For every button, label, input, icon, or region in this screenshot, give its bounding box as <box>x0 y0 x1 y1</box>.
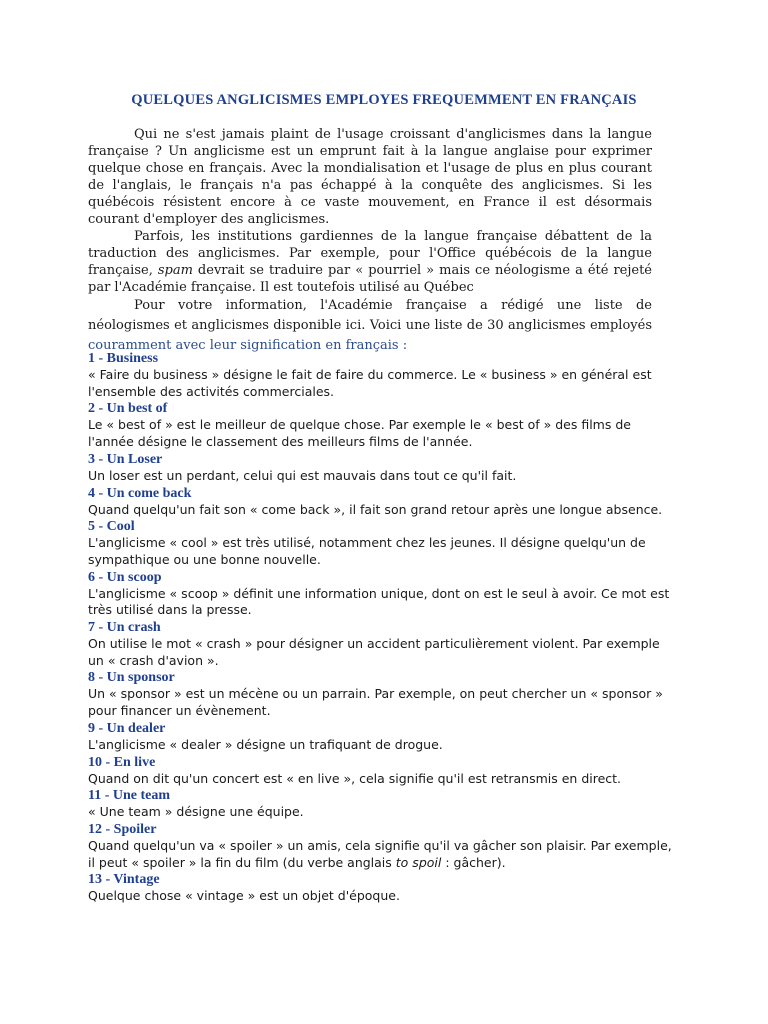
entry-definition: Un « sponsor » est un mécène ou un parrain. Par exemple, on peut chercher un « sponsor » pour financer un évènement. <box>88 686 663 719</box>
entry-definition: Quelque chose « vintage » est un objet d'époque. <box>88 888 400 904</box>
document-title: QUELQUES ANGLICISMES EMPLOYES FREQUEMMENT EN FRANÇAIS <box>131 92 637 108</box>
list-item <box>88 787 678 821</box>
list-item <box>88 821 678 871</box>
entry-title: 11 - Une team <box>88 788 171 804</box>
list-item <box>88 720 678 754</box>
anglicisms-list <box>88 350 678 905</box>
list-item <box>88 871 678 905</box>
list-item <box>88 451 678 485</box>
entry-definition-text: Quand quelqu'un va « spoiler » un amis, cela signifie qu'il va gâcher son plaisir. Par exemple, il peut « spoiler » la fin du film (du verbe anglais <box>88 837 672 870</box>
to-spoil-italic: to spoil <box>395 854 442 870</box>
entry-title: 1 - Business <box>88 351 159 366</box>
entry-title: 8 - Un sponsor <box>88 670 175 686</box>
entry-definition: Un loser est un perdant, celui qui est mauvais dans tout ce qu'il fait. <box>88 467 517 483</box>
list-item <box>88 669 678 719</box>
entry-title: 6 - Un scoop <box>88 569 162 585</box>
spam-italic-word: spam <box>157 263 193 278</box>
entry-title: 10 - En live <box>88 754 156 770</box>
list-item <box>88 569 678 619</box>
entry-title: 7 - Un crash <box>88 620 161 636</box>
list-item <box>88 619 678 669</box>
entry-definition: L'anglicisme « cool » est très utilisé, notamment chez les jeunes. Il désigne quelqu'un de sympathique ou une bonne nouvelle. <box>88 535 646 567</box>
entry-title: 13 - Vintage <box>88 872 160 888</box>
entry-definition: « Faire du business » désigne le fait de faire du commerce. Le « business » en général est l'ensemble des activités commerciales. <box>88 367 652 399</box>
entry-definition: L'anglicisme « scoop » définit une information unique, dont on est le seul à avoir. Ce mot est très utilisé dans la presse. <box>88 585 670 618</box>
intro-paragraph-3 <box>88 296 652 356</box>
entry-definition: L'anglicisme « dealer » désigne un trafiquant de drogue. <box>88 736 443 752</box>
intro-paragraph-3-highlight: couramment avec leur signification en français : <box>88 338 408 353</box>
list-item <box>88 350 678 400</box>
entry-title: 3 - Un Loser <box>88 451 163 467</box>
entry-definition <box>88 838 678 871</box>
list-item <box>88 754 678 788</box>
intro-paragraph-1: Qui ne s'est jamais plaint de l'usage croissant d'anglicismes dans la langue française ? Un anglicisme est un emprunt fait à la langue anglaise pour exprimer quelque chose en français. Avec la mondialisation et l'usage de plus en plus courant de l'anglais, le français n'a pas échappé à la conquête des anglicismes. Si les québécois résistent encore à ce vaste mouvement, en France il est désormais courant d'employer des anglicismes. <box>88 127 652 227</box>
entry-title: 4 - Un come back <box>88 485 192 501</box>
entry-definition: « Une team » désigne une équipe. <box>88 804 304 820</box>
entry-definition: Quand quelqu'un fait son « come back », il fait son grand retour après une longue absence. <box>88 501 663 517</box>
intro-section <box>88 126 652 356</box>
entry-definition-text-end: : gâcher). <box>441 854 506 870</box>
intro-paragraph-2 <box>88 228 652 296</box>
entry-definition: Quand on dit qu'un concert est « en live », cela signifie qu'il est retransmis en direct. <box>88 770 622 786</box>
entry-title: 9 - Un dealer <box>88 720 166 736</box>
entry-definition: On utilise le mot « crash » pour désigner un accident particulièrement violent. Par exemple un « crash d'avion ». <box>88 636 660 668</box>
entry-title: 5 - Cool <box>88 519 135 535</box>
intro-paragraph-2-text: Parfois, les institutions gardiennes de la langue française débattent de la traduction des anglicismes. Par exemple, pour l'Office québécois de la langue française, <box>88 229 652 278</box>
entry-title: 2 - Un best of <box>88 401 168 417</box>
entry-definition: Le « best of » est le meilleur de quelque chose. Par exemple le « best of » des films de l'année désigne le classement des meilleurs films de l'année. <box>88 417 631 450</box>
list-item <box>88 485 678 519</box>
list-item <box>88 400 678 450</box>
intro-paragraph-2-text-end: devrait se traduire par « pourriel » mais ce néologisme a été rejeté par l'Académie française. Il est toutefois utilisé au Québec <box>88 263 652 295</box>
list-item <box>88 518 678 568</box>
intro-paragraph-3-text: Pour votre information, l'Académie française a rédigé une liste de néologismes et anglicismes disponible ici. Voici une liste de 30 anglicismes employés <box>88 298 652 333</box>
entry-title: 12 - Spoiler <box>88 821 157 837</box>
